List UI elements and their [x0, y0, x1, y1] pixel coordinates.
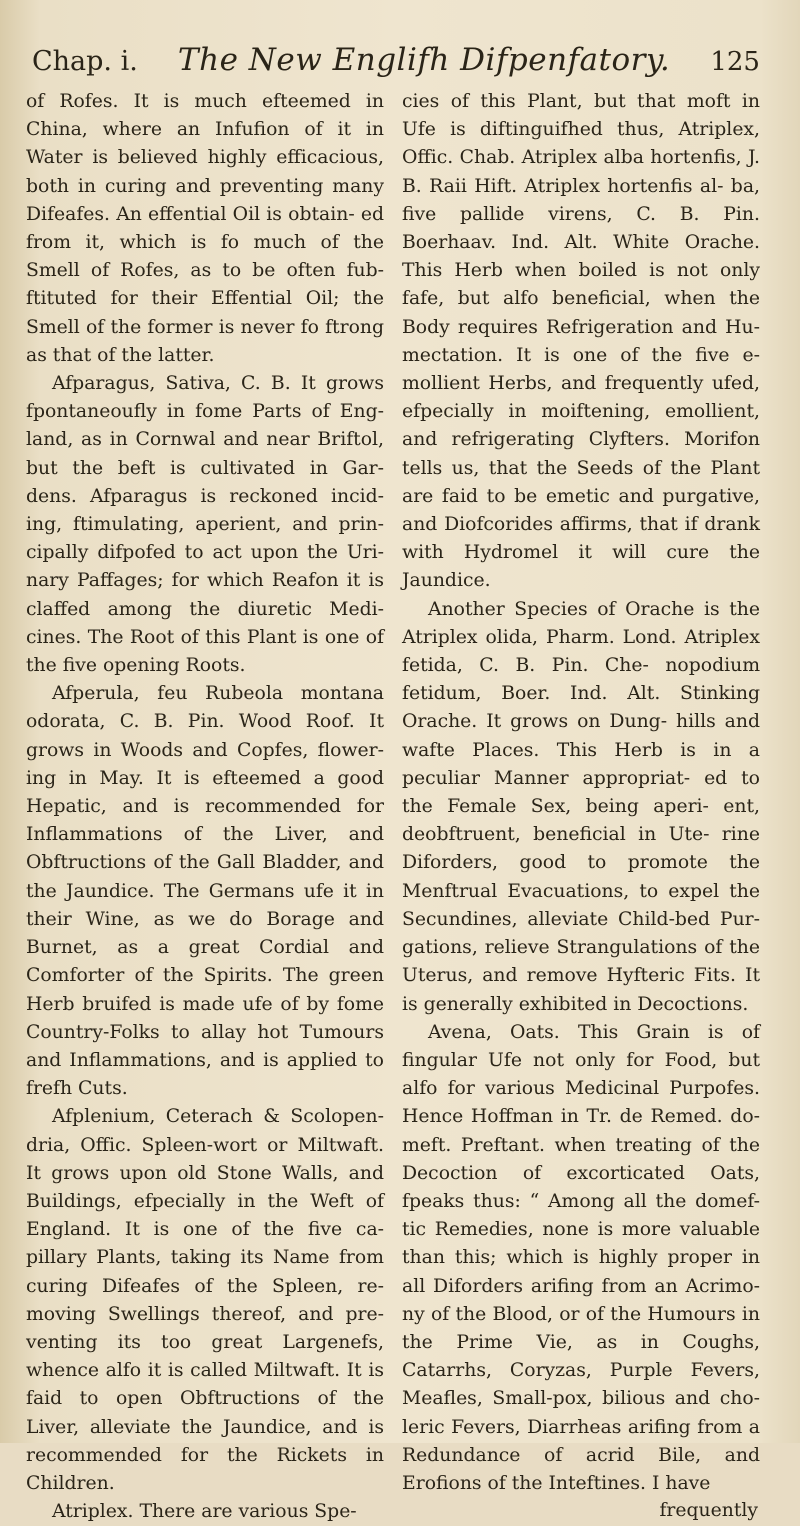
text-columns: [26, 88, 760, 1526]
paragraph: of Rofes. It is much efteemed in China, where an Infufion of it in Water is believed highly efficacious, both in curing and preventing many Difeafes. An effential Oil is obtain- ed from it, which is fo much of the Smell of Rofes, as to be often fub- ftituted for their Effential Oil; the Smell of the former is never fo ftrong as that of the latter.: [26, 91, 384, 366]
page-number: 125: [710, 47, 760, 77]
right-column: [402, 88, 760, 1526]
paragraph: Afperula, feu Rubeola montana odorata, C. B. Pin. Wood Roof. It grows in Woods and Copfes, flower- ing in May. It is efteemed a good Hepatic, and is recommended for Inflammations of the Liver, and Obftructions of the Gall Bladder, and the Jaundice. The Germans ufe it in their Wine, as we do Borage and Burnet, as a great Cordial and Comforter of the Spirits. The green Herb bruifed is made ufe of by fome Country-Folks to allay hot Tumours and Inflammations, and is applied to frefh Cuts.: [26, 683, 384, 1100]
paragraph: Another Species of Orache is the Atriplex olida, Pharm. Lond. Atriplex fetida, C. B. Pin. Che- nopodium fetidum, Boer. Ind. Alt. Stinking Orache. It grows on Dung- hills and wafte Places. This Herb is in a peculiar Manner appropriat- ed to the Female Sex, being aperi- ent, deobftruent, beneficial in Ute- rine Diforders, good to promote the Menftrual Evacuations, to expel the Secundines, alleviate Child-bed Pur- gations, relieve Strangulations of the Uterus, and remove Hyfteric Fits. It is generally exhibited in Decoctions.: [402, 598, 760, 1015]
paragraph: cies of this Plant, but that moft in Ufe is diftinguifhed thus, Atriplex, Offic. Chab. Atriplex alba hortenfis, J. B. Raii Hift. Atriplex hortenfis al- ba, five pallide virens, C. B. Pin. Boerhaav. Ind. Alt. White Orache. This Herb when boiled is not only fafe, but alfo beneficial, when the Body requires Refrigeration and Hu- mectation. It is one of the five e- mollient Herbs, and frequently ufed, efpecially in moiftening, emollient, and refrigerating Clyfters. Morifon tells us, that the Seeds of the Plant are faid to be emetic and purgative, and Diofcorides affirms, that if drank with Hydromel it will cure the Jaundice.: [402, 91, 760, 592]
running-head: [32, 42, 760, 80]
paragraph: Atriplex. There are various Spe-: [52, 1501, 357, 1523]
catchword: frequently: [659, 1500, 758, 1522]
paragraph: Afparagus, Sativa, C. B. It grows fpontaneoufly in fome Parts of Eng- land, as in Cornwal and near Briftol, but the beft is cultivated in Gar- dens. Afparagus is reckoned incid- ing, ftimulating, aperient, and prin- cipally difpofed to act upon the Uri- nary Paffages; for which Reafon it is claffed among the diuretic Medi- cines. The Root of this Plant is one of the five opening Roots.: [26, 373, 384, 677]
paragraph: Avena, Oats. This Grain is of fingular Ufe not only for Food, but alfo for various Medicinal Purpofes. Hence Hoffman in Tr. de Remed. do- meft. Preftant. when treating of the Decoction of excorticated Oats, fpeaks thus: “ Among all the domef- tic Remedies, none is more valuable than this; which is highly proper in all Diforders arifing from an Acrimo- ny of the Blood, or of the Humours in the Prime Vie, as in Coughs, Catarrhs, Coryzas, Purple Fevers, Meafles, Small-pox, bilious and cho- leric Fevers, Diarrheas arifing from a Redundance of acrid Bile, and Erofions of the Inteftines. I have: [402, 1021, 760, 1494]
chapter-label: Chap. i.: [32, 46, 138, 77]
paragraph: Afplenium, Ceterach & Scolopen- dria, Offic. Spleen-wort or Miltwaft. It grows upon old Stone Walls, and Buildings, efpecially in the Weft of England. It is one of the five ca- pillary Plants, taking its Name from curing Difeafes of the Spleen, re- moving Swellings thereof, and pre- venting its too great Largenefs, whence alfo it is called Miltwaft. It is faid to open Obftructions of the Liver, alleviate the Jaundice, and is recommended for the Rickets in Children.: [26, 1106, 384, 1494]
book-title: The New Englifh Difpenfatory.: [177, 42, 671, 78]
left-column: [26, 88, 384, 1526]
